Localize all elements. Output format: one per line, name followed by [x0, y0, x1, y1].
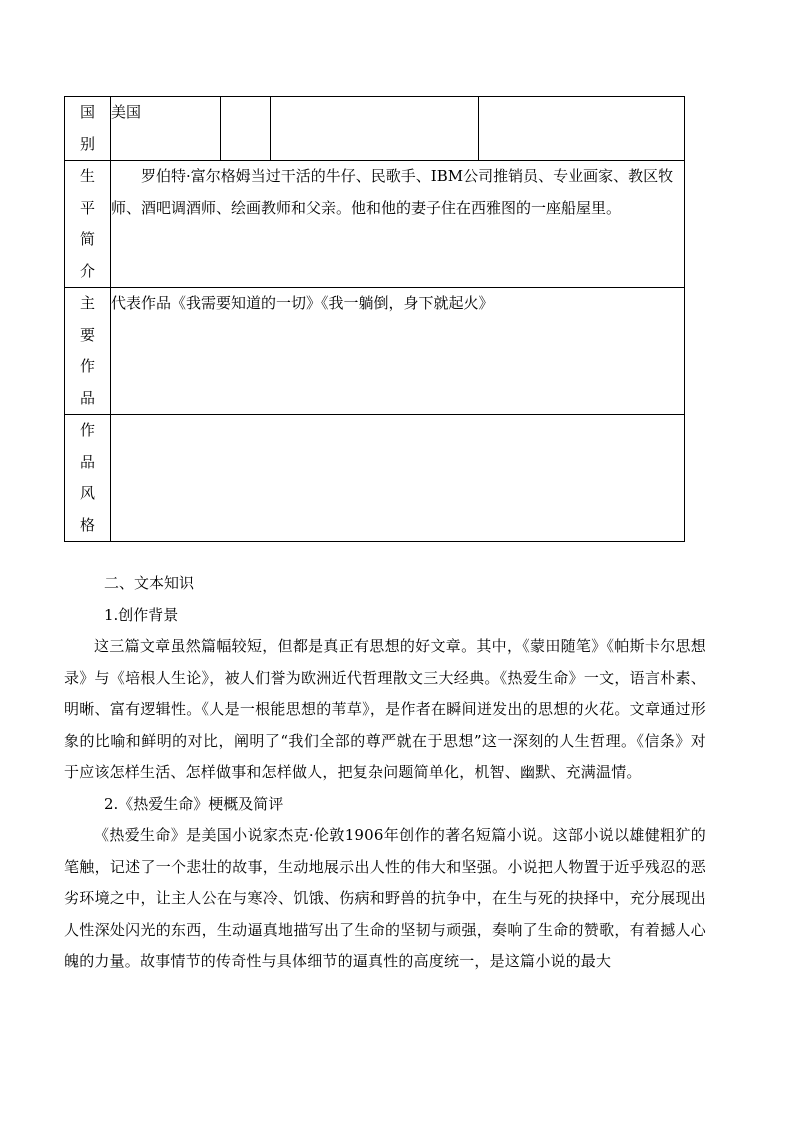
subsection-summary-title: 2.《热爱生命》梗概及简评 [104, 794, 284, 813]
style-text [111, 415, 685, 542]
works-label: 主 要 作 品 [65, 288, 111, 415]
table-row-biography [65, 161, 685, 288]
table-row-country [65, 97, 685, 161]
table-row-works [65, 288, 685, 415]
author-info-table [64, 96, 685, 542]
subsection-background-title: 1.创作背景 [104, 605, 179, 624]
summary-paragraph: 《热爱生命》是美国小说家杰克·伦敦1906年创作的著名短篇小说。这部小说以雄健粗犷的笔触，记述了一个悲壮的故事，生动地展示出人性的伟大和坚强。小说把人物置于近乎残忍的恶劣环境之中，让主人公在与寒冷、饥饿、伤病和野兽的抗争中，在生与死的抉择中，充分展现出人性深处闪光的东西，生动逼真地描写出了生命的坚韧与顽强，奏响了生命的赞歌，有着撼人心魄的力量。故事情节的传奇性与具体细节的逼真性的高度统一，是这篇小说的最大 [64, 826, 706, 970]
biography-text: 罗伯特·富尔格姆当过干活的牛仔、民歌手、IBM公司推销员、专业画家、教区牧师、酒吧调酒师、绘画教师和父亲。他和他的妻子住在西雅图的一座船屋里。 [111, 161, 685, 288]
background-paragraph: 这三篇文章虽然篇幅较短，但都是真正有思想的好文章。其中，《蒙田随笔》《帕斯卡尔思想录》与《培根人生论》，被人们誉为欧洲近代哲理散文三大经典。《热爱生命》一文，语言朴素、明晰、富有逻辑性。《人是一根能思想的苇草》，是作者在瞬间迸发出的思想的火花。文章通过形象的比喻和鲜明的对比，阐明了“我们全部的尊严就在于思想”这一深刻的人生哲理。《信条》对于应该怎样生活、怎样做事和怎样做人，把复杂问题简单化，机智、幽默、充满温情。 [64, 637, 706, 781]
style-label: 作 品 风 格 [65, 415, 111, 542]
table-row-style [65, 415, 685, 542]
empty-cell [479, 97, 685, 161]
country-label: 国 别 [65, 97, 111, 161]
text-knowledge-section [64, 568, 706, 978]
section-title: 二、文本知识 [104, 574, 195, 592]
biography-label: 生 平 简 介 [65, 161, 111, 288]
country-value: 美国 [111, 97, 221, 161]
empty-cell [221, 97, 271, 161]
works-text: 代表作品《我需要知道的一切》《我一躺倒，身下就起火》 [111, 288, 685, 415]
empty-cell [271, 97, 479, 161]
